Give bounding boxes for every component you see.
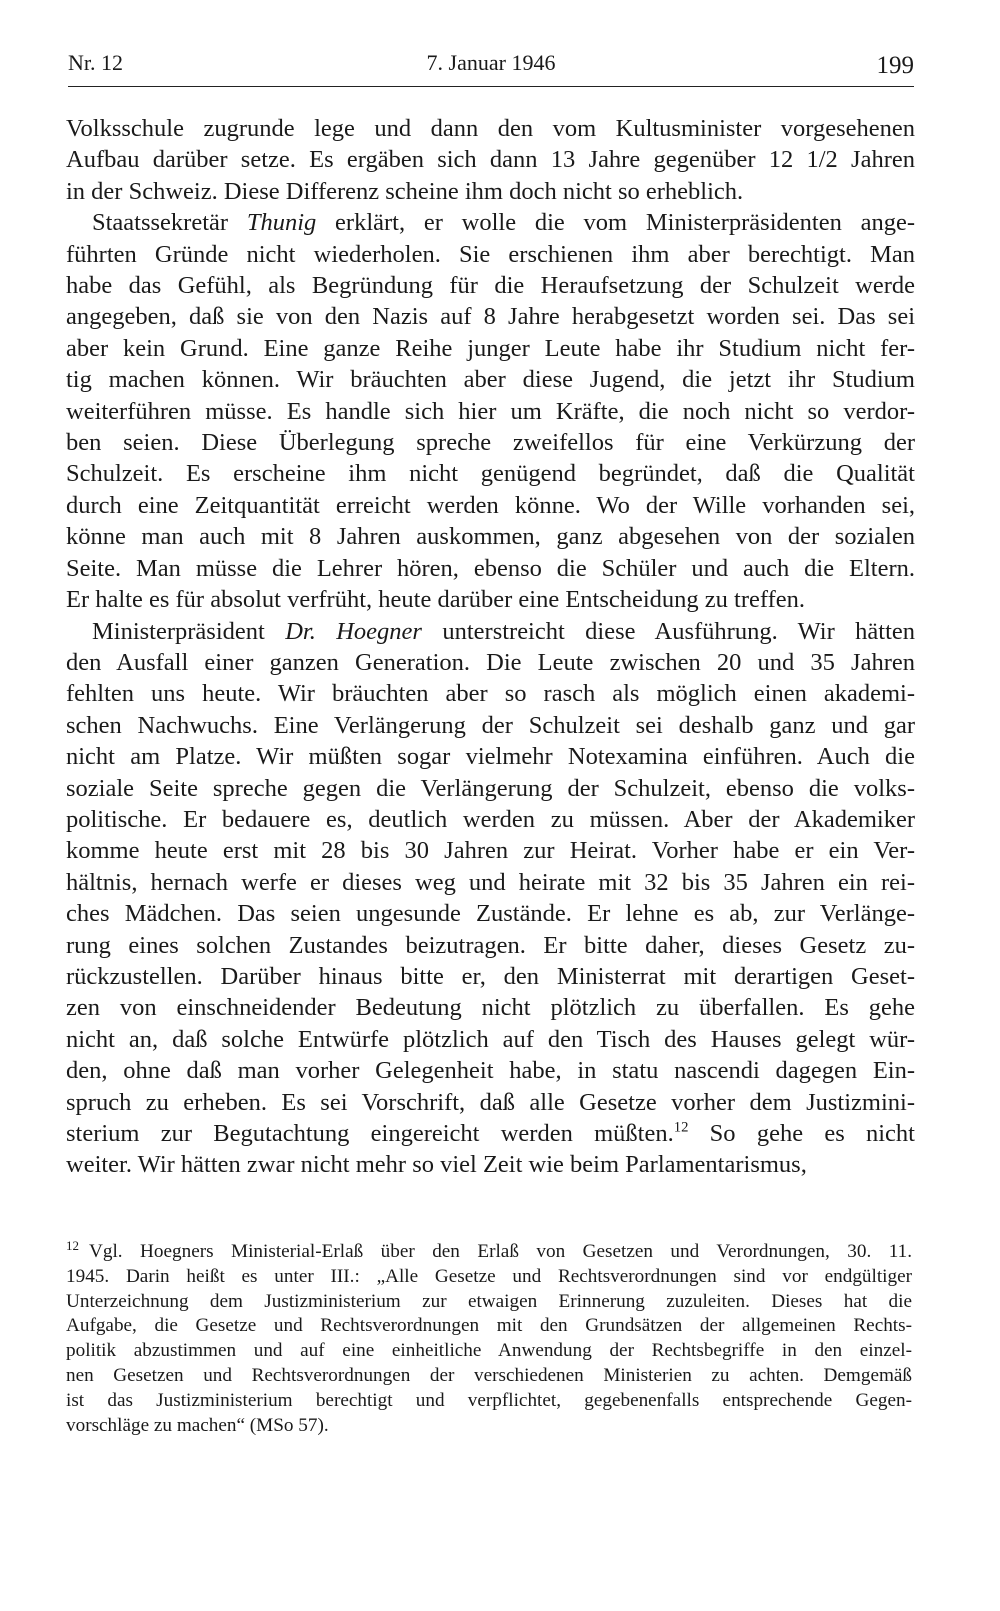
paragraph <box>66 113 915 207</box>
text-line: schen Nachwuchs. Eine Verlängerung der Schulzeit sei deshalb ganz und gar <box>66 711 915 739</box>
text-line: soziale Seite spreche gegen die Verlängerung der Schulzeit, ebenso die volks- <box>66 774 915 802</box>
footnotes <box>66 1240 912 1438</box>
text-line: Volksschule zugrunde lege und dann den vom Kultusminister vorgesehenen <box>66 115 915 142</box>
text-line: durch eine Zeitquantität erreicht werden könne. Wo der Wille vorhanden sei, <box>66 491 915 519</box>
text-line: sterium zur Begutachtung eingereicht werden müßten.$^{12}$ So gehe es nicht <box>66 1119 915 1147</box>
text-line: politische. Er bedauere es, deutlich werden zu müssen. Aber der Akademiker <box>66 805 915 833</box>
text-line: tig machen können. Wir bräuchten aber diese Jugend, die jetzt ihr Studium <box>66 366 915 394</box>
text-line: hältnis, hernach werfe er dieses weg und heirate mit 32 bis 35 Jahren ein rei- <box>66 868 915 896</box>
text-line: habe das Gefühl, als Begründung für die Heraufsetzung der Schulzeit werde <box>66 272 915 300</box>
text-line: zen von einschneidender Bedeutung nicht plötzlich zu überfallen. Es gehe <box>66 994 915 1022</box>
footnote-reference: 12 <box>673 1119 689 1136</box>
text-line: ches Mädchen. Das seien ungesunde Zustände. Er lehne es ab, zur Verlänge- <box>66 900 915 928</box>
text-line: den, ohne daß man vorher Gelegenheit habe, in statu nascendi dagegen Ein- <box>66 1057 915 1085</box>
text-line: rung eines solchen Zustandes beizutragen. Er bitte daher, dieses Gesetz zu- <box>66 931 915 959</box>
speaker-name: Dr. Hoegner <box>285 617 422 645</box>
speaker-name: Thunig <box>246 209 317 237</box>
body-text <box>66 113 915 1181</box>
footnote-line: Aufgabe, die Gesetze und Rechtsverordnungen mit den Grundsätzen der allgemeinen Rechts- <box>66 1315 912 1337</box>
text-line: weiter. Wir hätten zwar nicht mehr so viel Zeit wie beim Parlamentarismus, <box>66 1151 807 1179</box>
paragraph <box>66 616 915 1181</box>
footnote-line: ist das Justizministerium berechtigt und verpflichtet, gegebenenfalls entsprechende Gegen- <box>66 1389 912 1411</box>
text-line: spruch zu erheben. Es sei Vorschrift, daß alle Gesetze vorher dem Justizmini- <box>66 1088 915 1116</box>
text-line: Aufbau darüber setze. Es ergäben sich dann 13 Jahre gegenüber 12 1/2 Jahren <box>66 146 915 174</box>
text-line: rückzustellen. Darüber hinaus bitte er, den Ministerrat mit derartigen Geset- <box>66 962 915 990</box>
text-line: aber kein Grund. Eine ganze Reihe junger Leute habe ihr Studium nicht fer- <box>66 334 915 362</box>
text-line: führten Gründe nicht wiederholen. Sie erschienen ihm aber berechtigt. Man <box>66 240 915 268</box>
header-date: 7. Januar 1946 <box>426 50 556 75</box>
text-line: Schulzeit. Es erscheine ihm nicht genügend begründet, daß die Qualität <box>66 460 915 488</box>
text-line: nicht am Platze. Wir müßten sogar vielmehr Notexamina einführen. Auch die <box>66 743 915 771</box>
text-line: Ministerpräsident Dr. Hoegner unterstreicht diese Ausführung. Wir hätten <box>92 617 916 645</box>
footnote-number: 12 <box>66 1238 79 1253</box>
issue-number: Nr. 12 <box>68 50 123 75</box>
text-line: Staatssekretär Thunig erklärt, er wolle die vom Ministerpräsidenten ange- <box>92 209 915 237</box>
footnote-line: 1945. Darin heißt es unter III.: „Alle Gesetze und Rechtsverordnungen sind vor endgültiger <box>66 1265 912 1287</box>
paragraph <box>66 207 915 615</box>
text-line: ben seien. Diese Überlegung spreche zweifellos für eine Verkürzung der <box>66 429 915 457</box>
text-line: könne man auch mit 8 Jahren auskommen, ganz abgesehen von der sozialen <box>66 523 915 551</box>
text-line: den Ausfall einer ganzen Generation. Die Leute zwischen 20 und 35 Jahren <box>66 648 915 676</box>
running-header <box>68 46 914 87</box>
footnote-line: Unterzeichnung dem Justizministerium zur etwaigen Erinnerung zuzuleiten. Dieses hat die <box>66 1290 912 1312</box>
text-line: fehlten uns heute. Wir bräuchten aber so rasch als möglich einen akademi- <box>66 680 915 708</box>
footnote-line: 12 Vgl. Hoegners Ministerial-Erlaß über den Erlaß von Gesetzen und Verordnungen, 30. 11. <box>66 1240 912 1265</box>
text-line: in der Schweiz. Diese Differenz scheine ihm doch nicht so erheblich. <box>66 177 744 205</box>
page-number: 199 <box>876 52 914 79</box>
text-line: Er halte es für absolut verfrüht, heute darüber eine Entscheidung zu treffen. <box>66 586 806 614</box>
text-line: angegeben, daß sie von den Nazis auf 8 Jahre herabgesetzt worden sei. Das sei <box>66 303 915 331</box>
text-line: nicht an, daß solche Entwürfe plötzlich auf den Tisch des Hauses gelegt wür- <box>66 1025 915 1053</box>
text-line: weiterführen müsse. Es handle sich hier um Kräfte, die noch nicht so verdor- <box>66 397 915 425</box>
text-line: komme heute erst mit 28 bis 30 Jahren zur Heirat. Vorher habe er ein Ver- <box>66 837 915 865</box>
footnote-line: nen Gesetzen und Rechtsverordnungen der verschiedenen Ministerien zu achten. Demgemäß <box>66 1364 912 1386</box>
footnote-line: politik abzustimmen und auf eine einheitliche Anwendung der Rechtsbegriffe in den einzel- <box>66 1340 912 1362</box>
text-line: Seite. Man müsse die Lehrer hören, ebenso die Schüler und auch die Eltern. <box>66 554 915 582</box>
footnote-line: vorschläge zu machen“ (MSo 57). <box>66 1414 329 1436</box>
